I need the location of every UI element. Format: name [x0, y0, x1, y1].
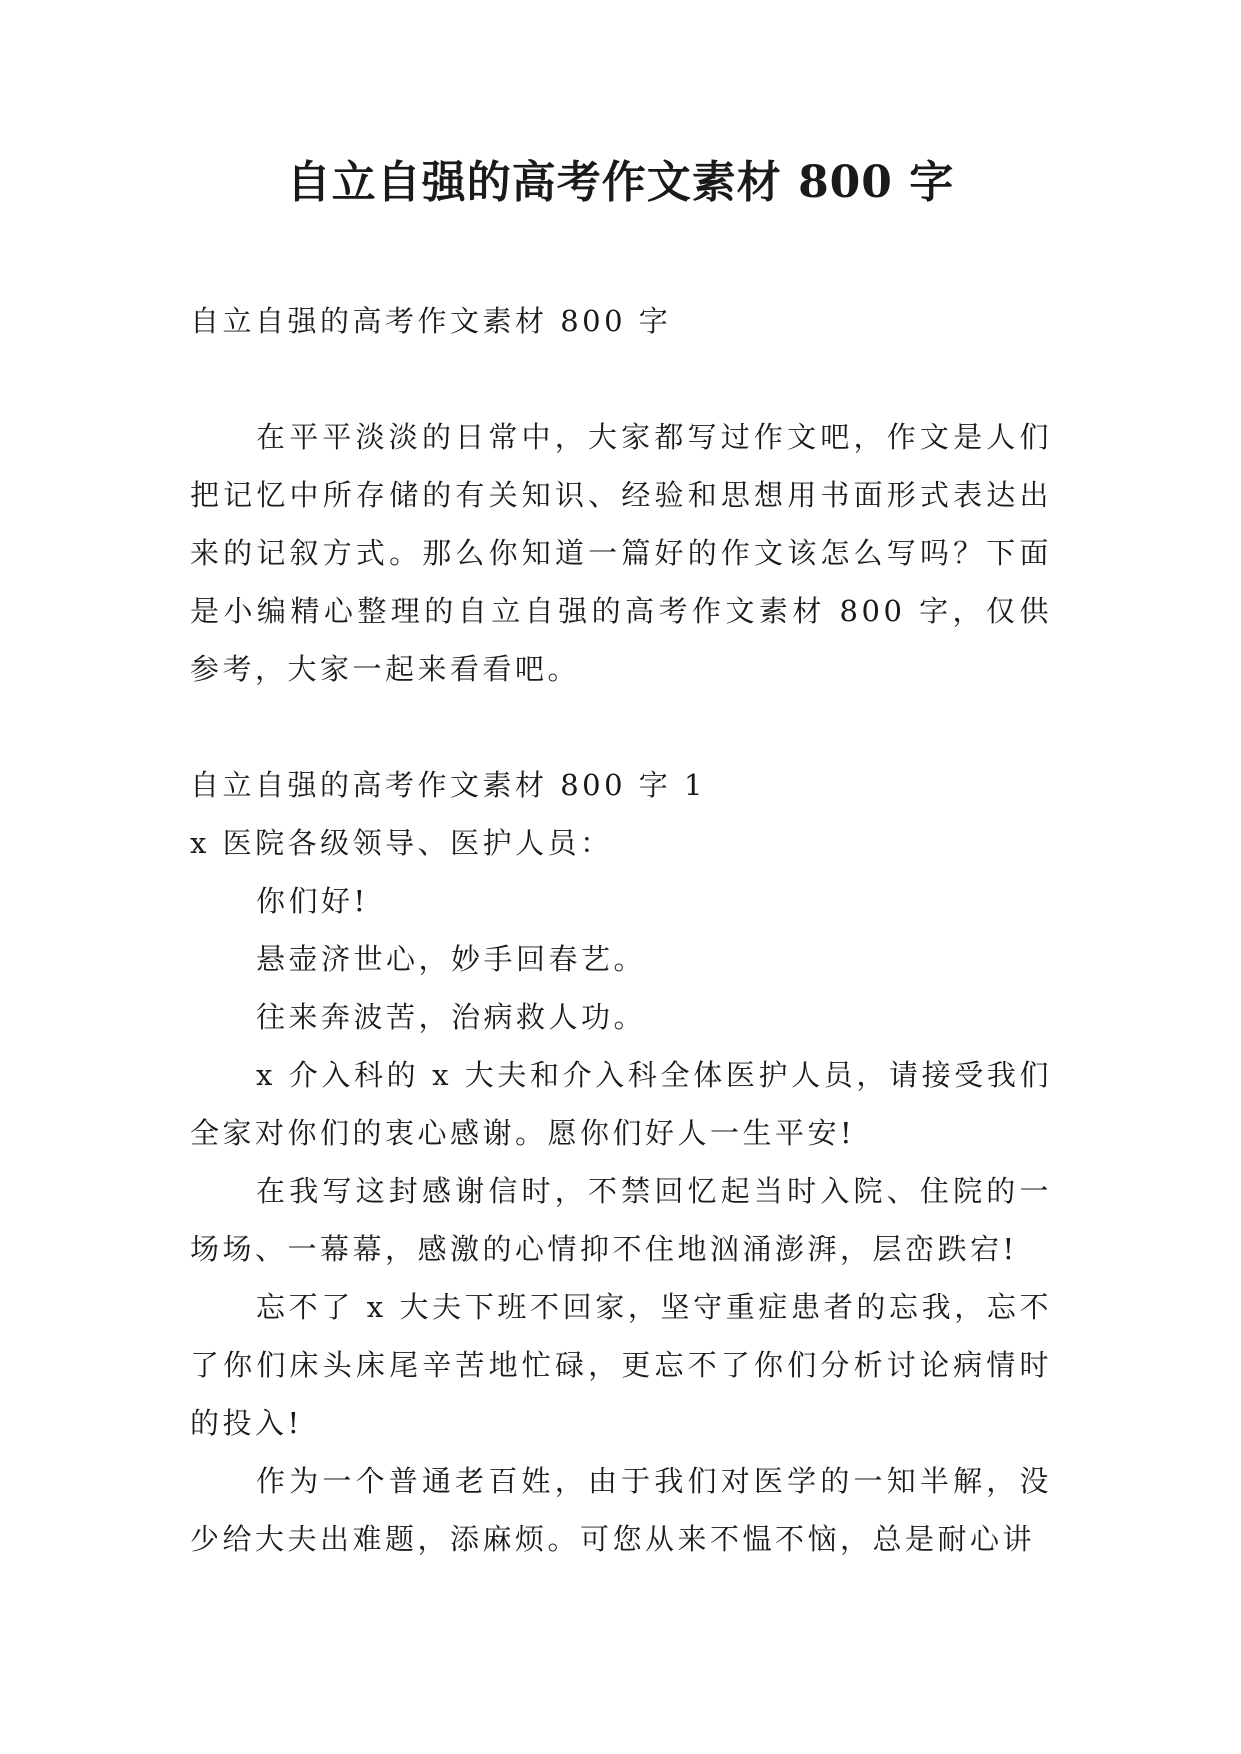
- letter-paragraph-1: x 介入科的 x 大夫和介入科全体医护人员，请接受我们全家对你们的衷心感谢。愿你们好人一生平安!: [190, 1058, 1052, 1150]
- section-heading: 自立自强的高考作文素材 800 字 1: [190, 768, 706, 802]
- spacer: [190, 698, 1052, 756]
- greeting: 你们好!: [256, 884, 369, 918]
- verse-line-1: 悬壶济世心，妙手回春艺。: [256, 942, 647, 976]
- letter-paragraph-4: 作为一个普通老百姓，由于我们对医学的一知半解，没少给大夫出难题，添麻烦。可您从来不愠不恼，总是耐心讲: [190, 1464, 1052, 1556]
- document-subtitle: 自立自强的高考作文素材 800 字: [190, 304, 672, 338]
- intro-paragraph: 在平平淡淡的日常中，大家都写过作文吧，作文是人们把记忆中所存储的有关知识、经验和思想用书面形式表达出来的记叙方式。那么你知道一篇好的作文该怎么写吗？下面是小编精心整理的自立自强的高考作文素材 800 字，仅供参考，大家一起来看看吧。: [190, 420, 1052, 686]
- document-body: [190, 292, 1052, 1568]
- document-title: 自立自强的高考作文素材 800 字: [286, 157, 955, 208]
- verse-line-2: 往来奔波苦，治病救人功。: [256, 1000, 647, 1034]
- spacer: [190, 350, 1052, 408]
- letter-paragraph-3: 忘不了 x 大夫下班不回家，坚守重症患者的忘我，忘不了你们床头床尾辛苦地忙碌，更忘不了你们分析讨论病情时的投入!: [190, 1290, 1052, 1440]
- salutation: x 医院各级领导、医护人员：: [190, 826, 613, 860]
- letter-paragraph-2: 在我写这封感谢信时，不禁回忆起当时入院、住院的一场场、一幕幕，感激的心情抑不住地汹涌澎湃，层峦跌宕!: [190, 1174, 1052, 1266]
